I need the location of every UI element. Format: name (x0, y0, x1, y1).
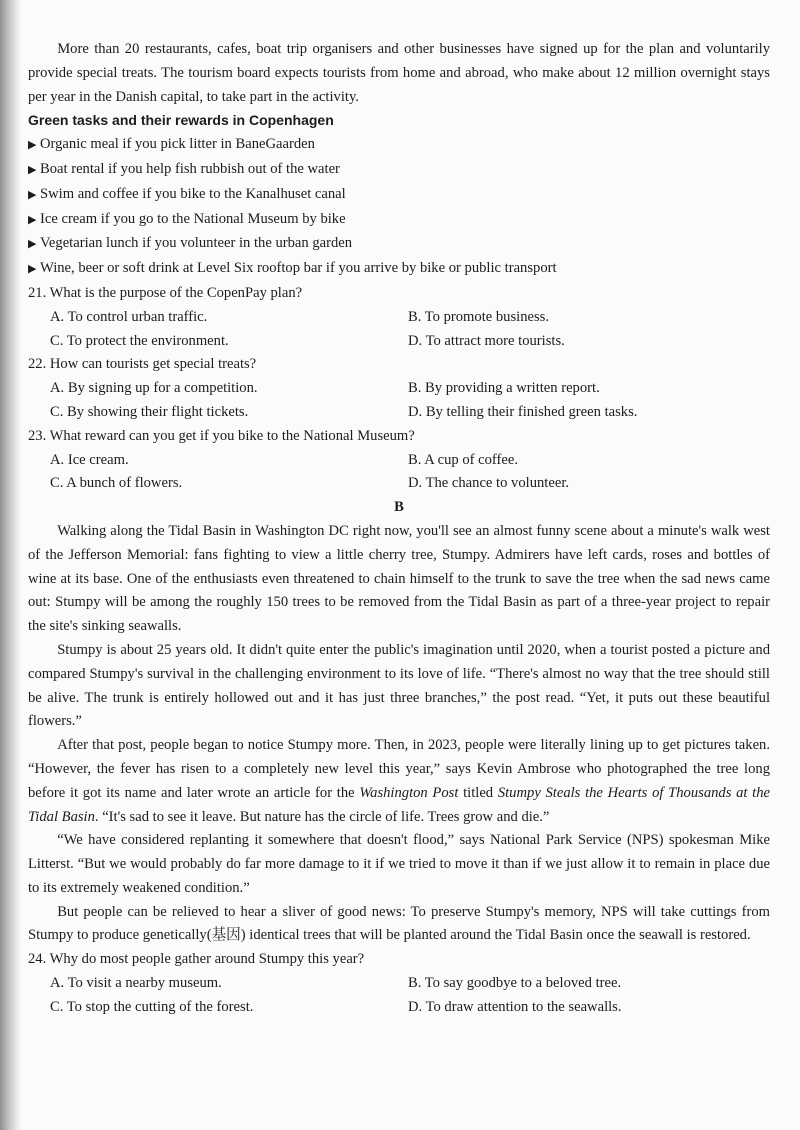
option-c: C. By showing their flight tickets. (50, 403, 249, 420)
question-stem: 21. What is the purpose of the CopenPay plan? (28, 284, 303, 301)
question-stem: 22. How can tourists get special treats? (28, 356, 257, 373)
option-b: B. To say goodbye to a beloved tree. (408, 975, 622, 992)
options-grid (28, 306, 770, 354)
tasks-heading: Green tasks and their rewards in Copenhagen (28, 112, 334, 129)
task-item: ▶ Vegetarian lunch if you volunteer in the urban garden (28, 232, 770, 257)
exam-page (28, 38, 770, 1020)
tasks-list (28, 133, 770, 282)
publication-name: Washington Post (359, 784, 459, 801)
option-b: B. A cup of coffee. (408, 451, 518, 468)
option-d: D. To attract more tourists. (408, 332, 565, 349)
option-c: C. A bunch of flowers. (50, 475, 183, 492)
option-a: A. To visit a nearby museum. (50, 975, 222, 992)
option-a: A. Ice cream. (50, 451, 129, 468)
option-d: D. To draw attention to the seawalls. (408, 998, 622, 1015)
options-grid (28, 377, 770, 425)
option-b: B. To promote business. (408, 308, 549, 325)
option-a: A. By signing up for a competition. (50, 380, 258, 397)
page-edge-shadow (0, 0, 22, 1130)
options-grid (28, 972, 770, 1020)
option-d: D. The chance to volunteer. (408, 475, 570, 492)
option-a: A. To control urban traffic. (50, 308, 208, 325)
question-stem: 23. What reward can you get if you bike to the National Museum? (28, 427, 415, 444)
triangle-bullet-icon: ▶ (28, 213, 37, 226)
option-b: B. By providing a written report. (408, 380, 600, 397)
triangle-bullet-icon: ▶ (28, 139, 37, 152)
question-21 (28, 282, 770, 353)
question-22 (28, 353, 770, 424)
question-stem: 24. Why do most people gather around Stumpy this year? (28, 951, 365, 968)
option-d: D. By telling their finished green tasks. (408, 403, 638, 420)
task-item: ▶ Boat rental if you help fish rubbish out of the water (28, 158, 770, 183)
task-item: ▶ Organic meal if you pick litter in BaneGaarden (28, 133, 770, 158)
triangle-bullet-icon: ▶ (28, 238, 37, 251)
option-c: C. To protect the environment. (50, 332, 229, 349)
intro-paragraph: More than 20 restaurants, cafes, boat trip organisers and other businesses have signed up for the plan and voluntarily provide special treats. The tourism board expects tourists from home and abroad, who make about 12 million overnight stays per year in the Danish capital, to take part in the activity. (28, 41, 770, 105)
options-grid (28, 449, 770, 497)
option-c: C. To stop the cutting of the forest. (50, 998, 254, 1015)
task-item: ▶ Swim and coffee if you bike to the Kanalhuset canal (28, 183, 770, 208)
section-b-label: B (394, 499, 404, 516)
passage-b-paragraph-3: After that post, people began to notice Stumpy more. Then, in 2023, people were literally lining up to get pictures taken. “However, the fever has risen to a completely new level this year,” says Kevin Ambrose who photographed the tree long before it got its name and later wrote an article for the Washington Post titled Stumpy Steals the Hearts of Thousands at the Tidal Basin. “It's sad to see it leave. But nature has the circle of life. Trees grow and die.” (28, 737, 771, 825)
triangle-bullet-icon: ▶ (28, 163, 37, 176)
passage-b-paragraph-4: “We have considered replanting it somewhere that doesn't flood,” says National Park Service (NPS) spokesman Mike Litterst. “But we would probably do far more damage to it if we tried to move it than if we just allow it to remain in place due to its extremely weakened condition.” (28, 832, 770, 896)
task-item: ▶ Ice cream if you go to the National Museum by bike (28, 208, 770, 233)
passage-b-paragraph-5: But people can be relieved to hear a sliver of good news: To preserve Stumpy's memory, NPS will take cuttings from Stumpy to produce genetically(基因) identical trees that will be planted around the Tidal Basin once the seawall is restored. (28, 903, 770, 944)
passage-b-paragraph-1: Walking along the Tidal Basin in Washington DC right now, you'll see an almost funny scene about a minute's walk west of the Jefferson Memorial: fans fighting to view a little cherry tree, Stumpy. Admirers have left cards, roses and bottles of wine at its base. One of the enthusiasts even threatened to chain himself to the trunk to save the tree when the sad news came out: Stumpy will be among the roughly 150 trees to be removed from the Tidal Basin as part of a three-year project to repair the site's sinking seawalls. (28, 522, 770, 635)
triangle-bullet-icon: ▶ (28, 263, 37, 276)
question-24 (28, 948, 770, 1019)
question-23 (28, 425, 770, 496)
task-item: ▶ Wine, beer or soft drink at Level Six rooftop bar if you arrive by bike or public transport (28, 257, 770, 282)
passage-b-paragraph-2: Stumpy is about 25 years old. It didn't quite enter the public's imagination until 2020, when a tourist posted a picture and compared Stumpy's survival in the challenging environment to its love of life. “There's almost no way that the tree should still be alive. The trunk is entirely hollowed out and it has just three branches,” the post read. “Yet, it puts out these beautiful flowers.” (28, 641, 770, 730)
triangle-bullet-icon: ▶ (28, 188, 37, 201)
article-title: Stumpy Steals the Hearts of Thousands at the Tidal Basin (28, 784, 771, 825)
